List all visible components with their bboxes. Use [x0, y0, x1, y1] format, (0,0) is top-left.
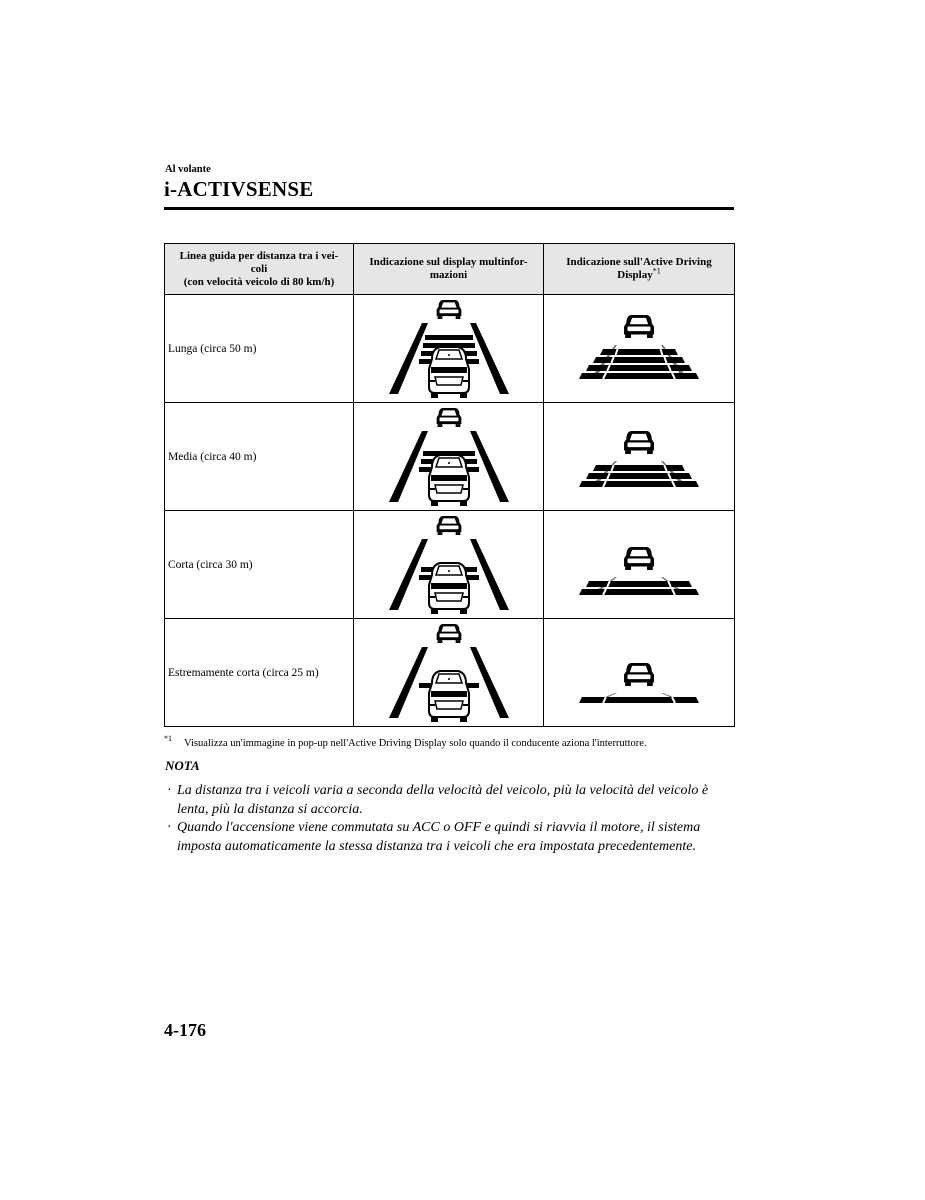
multi-info-display-cell: [354, 619, 544, 727]
table-row: [165, 511, 735, 619]
nota-title: NOTA: [165, 758, 200, 773]
header-col3-line1: Indicazione sull'Active Driving: [566, 256, 712, 268]
multi-info-display-graphic: [384, 407, 514, 507]
nota-list: [167, 782, 712, 856]
distance-table: [164, 243, 735, 727]
lead-car-icon: [436, 408, 461, 427]
multi-info-display-cell: [354, 511, 544, 619]
table-row: [165, 619, 735, 727]
active-driving-display-graphic: [569, 633, 709, 713]
header-distance-guideline: [165, 244, 354, 295]
header-col2-line2: mazioni: [429, 269, 468, 281]
lead-car-icon: [436, 300, 461, 319]
footnote-mark: *1: [164, 734, 172, 743]
distance-bar: [600, 349, 678, 355]
lane-line-right: [470, 323, 509, 394]
table-row: [165, 295, 735, 403]
page-number: 4-176: [164, 1020, 206, 1040]
active-driving-display-cell: [544, 295, 735, 403]
distance-label: Estremamente corta (circa 25 m): [165, 619, 354, 727]
distance-bar: [579, 373, 699, 379]
header-col1-line1: Linea guida per distanza tra i vei-: [179, 249, 339, 262]
distance-bar: [586, 581, 692, 587]
footnote-text: Visualizza un'immagine in pop-up nell'Active Driving Display solo quando il conducente aziona l'interruttore.: [184, 737, 647, 749]
lane-line-right: [470, 431, 509, 502]
multi-info-display-cell: [354, 403, 544, 511]
distance-bar: [586, 473, 692, 479]
multi-info-display-graphic: [384, 623, 514, 723]
bullet: ·: [167, 783, 172, 798]
own-car-icon: [429, 563, 469, 614]
active-driving-display-graphic: [569, 525, 709, 605]
distance-bar: [579, 481, 699, 487]
lane-line-left: [389, 647, 428, 718]
footnote: [164, 734, 647, 749]
lane-line-left: [389, 431, 428, 502]
own-car-icon: [429, 455, 469, 506]
title-rule: [164, 207, 734, 210]
multi-info-display-graphic: [384, 299, 514, 399]
lead-car-icon: [624, 315, 654, 338]
own-car-icon: [429, 671, 469, 722]
section-label: Al volante: [165, 164, 211, 175]
lead-car-icon: [624, 547, 654, 570]
lead-car-icon: [624, 663, 654, 686]
multi-info-display-cell: [354, 295, 544, 403]
header-col1-line3: (con velocità veicolo di 80 km/h): [183, 275, 335, 288]
distance-bar: [425, 335, 473, 340]
bullet: ·: [167, 820, 172, 835]
lead-car-icon: [436, 516, 461, 535]
active-driving-display-graphic: [569, 309, 709, 389]
distance-label: Media (circa 40 m): [165, 403, 354, 511]
header-col1-line2: coli: [250, 262, 268, 275]
active-driving-display-cell: [544, 403, 735, 511]
page-title: i-ACTIVSENSE: [164, 177, 314, 201]
nota-item: [167, 819, 712, 856]
distance-bar: [593, 465, 685, 471]
lead-car-icon: [436, 624, 461, 643]
header-footnote-mark: *1: [652, 266, 661, 276]
distance-bar: [586, 365, 692, 371]
distance-bar: [579, 697, 699, 703]
distance-label: Corta (circa 30 m): [165, 511, 354, 619]
active-driving-display-cell: [544, 511, 735, 619]
distance-label: Lunga (circa 50 m): [165, 295, 354, 403]
table-header-row: [165, 244, 735, 295]
nota-item-text: La distanza tra i veicoli varia a seconda della velocità del veicolo, più la velocità del veicolo è lenta, più la distanza si accorcia.: [177, 783, 709, 817]
header-multi-info-display: [354, 244, 544, 295]
own-car-icon: [429, 347, 469, 398]
header-active-driving-display: [544, 244, 735, 295]
table-row: [165, 403, 735, 511]
multi-info-display-graphic: [384, 515, 514, 615]
lead-car-icon: [624, 431, 654, 454]
lane-line-left: [389, 323, 428, 394]
header-col3-line2: Display: [617, 269, 653, 281]
header-col2-line1: Indicazione sul display multinfor-: [369, 256, 528, 268]
active-driving-display-graphic: [569, 417, 709, 497]
nota-item-text: Quando l'accensione viene commutata su ACC o OFF e quindi si riavvia il motore, il sistema imposta automaticamente la stessa distanza tra i veicoli che era impostata precedentemente.: [177, 820, 701, 854]
distance-bar: [579, 589, 699, 595]
nota-item: [167, 782, 712, 819]
active-driving-display-cell: [544, 619, 735, 727]
lane-line-right: [470, 539, 509, 610]
lane-line-left: [389, 539, 428, 610]
lane-line-right: [470, 647, 509, 718]
distance-bar: [593, 357, 685, 363]
